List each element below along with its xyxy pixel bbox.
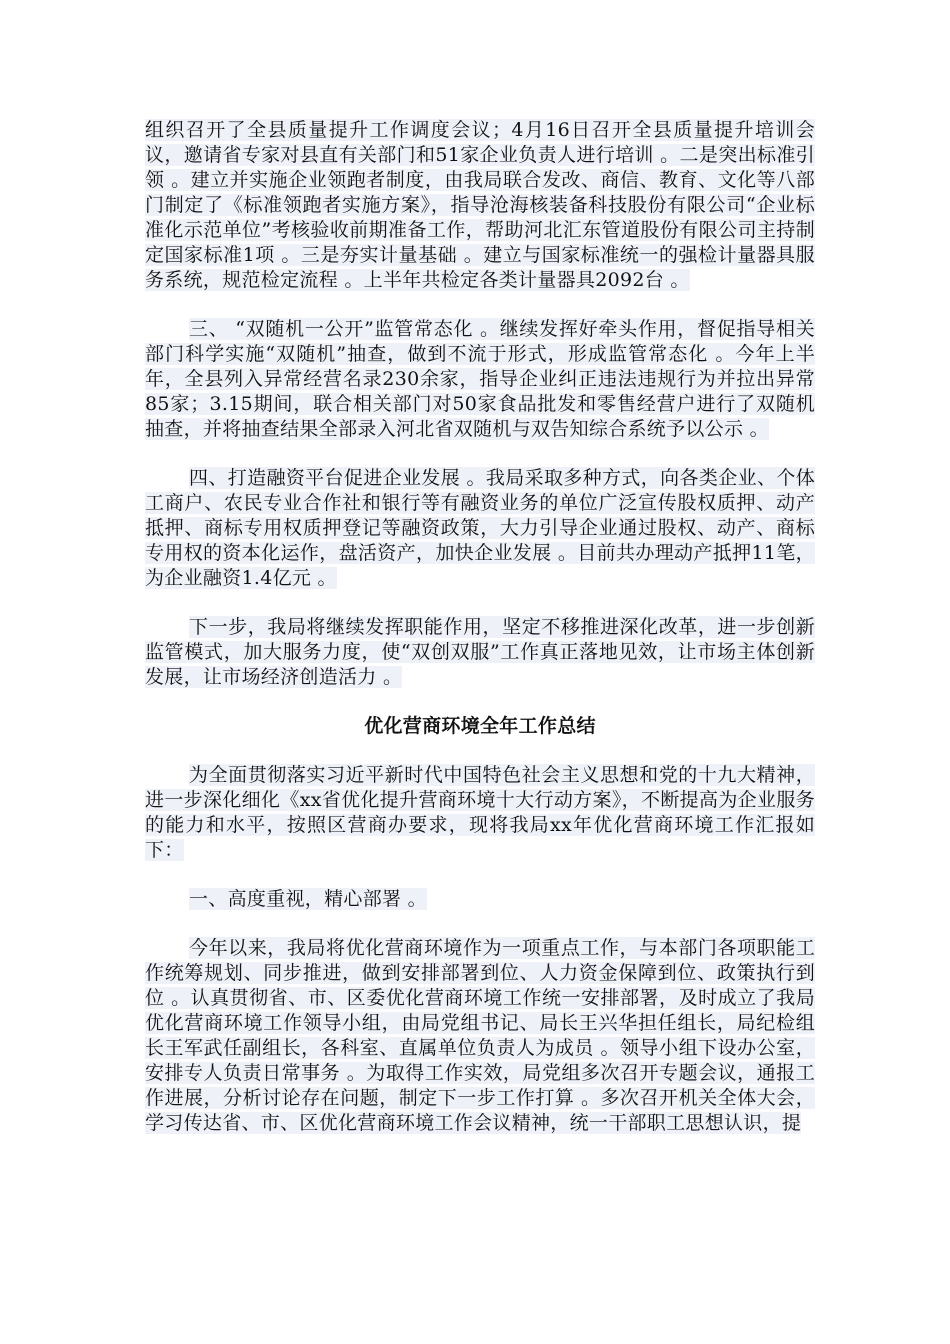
- document-page: [145, 118, 815, 1136]
- paragraph-quality-standards: [145, 118, 815, 293]
- paragraph-introduction: [145, 763, 815, 863]
- paragraph-text: 为全面贯彻落实习近平新时代中国特色社会主义思想和党的十九大精神，进一步深化细化《xx省优化提升营商环境十大行动方案》，不断提高为企业服务的能力和水平，按照区营商办要求，现将我局xx年优化营商环境工作汇报如下：: [145, 764, 815, 861]
- section-title: [145, 714, 815, 739]
- paragraph-next-steps: [145, 615, 815, 690]
- paragraph-double-random: [145, 317, 815, 442]
- paragraph-financing-platform: [145, 466, 815, 591]
- paragraph-heading-one: [145, 887, 815, 912]
- paragraph-deployment: [145, 936, 815, 1136]
- paragraph-text: 下一步，我局将继续发挥职能作用，坚定不移推进深化改革，进一步创新监管模式，加大服务力度，使“双创双服”工作真正落地见效，让市场主体创新发展，让市场经济创造活力 。: [145, 616, 815, 688]
- paragraph-text: 组织召开了全县质量提升工作调度会议；4月16日召开全县质量提升培训会议，邀请省专家对县直有关部门和51家企业负责人进行培训 。二是突出标准引领 。建立并实施企业领跑者制度，由我局联合发改、商信、教育、文化等八部门制定了《标准领跑者实施方案》，指导沧海核装备科技股份有限公司“企业标准化示范单位”考核验收前期准备工作，帮助河北汇东管道股份有限公司主持制定国家标准1项 。三是夯实计量基础 。建立与国家标准统一的强检计量器具服务系统，规范检定流程 。上半年共检定各类计量器具2092台 。: [145, 119, 815, 291]
- section-title-text: 优化营商环境全年工作总结: [364, 715, 596, 737]
- paragraph-text: 三、 “双随机一公开”监管常态化 。继续发挥好牵头作用，督促指导相关部门科学实施“双随机”抽查，做到不流于形式，形成监管常态化 。今年上半年，全县列入异常经营名录230余家，指导企业纠正违法违规行为并拉出异常85家；3.15期间，联合相关部门对50家食品批发和零售经营户进行了双随机抽查，并将抽查结果全部录入河北省双随机与双告知综合系统予以公示 。: [145, 318, 815, 440]
- paragraph-text: 一、高度重视，精心部署 。: [189, 888, 427, 910]
- paragraph-text: 四、打造融资平台促进企业发展 。我局采取多种方式，向各类企业、个体工商户、农民专业合作社和银行等有融资业务的单位广泛宣传股权质押、动产抵押、商标专用权质押登记等融资政策，大力引导企业通过股权、动产、商标专用权的资本化运作，盘活资产，加快企业发展 。目前共办理动产抵押11笔，为企业融资1.4亿元 。: [145, 467, 815, 589]
- paragraph-text: 今年以来，我局将优化营商环境作为一项重点工作，与本部门各项职能工作统筹规划、同步推进，做到安排部署到位、人力资金保障到位、政策执行到位 。认真贯彻省、市、区委优化营商环境工作统一安排部署，及时成立了我局优化营商环境工作领导小组，由局党组书记、局长王兴华担任组长，局纪检组长王军武任副组长，各科室、直属单位负责人为成员 。领导小组下设办公室，安排专人负责日常事务 。为取得工作实效，局党组多次召开专题会议，通报工作进展，分析讨论存在问题，制定下一步工作打算 。多次召开机关全体大会，学习传达省、市、区优化营商环境工作会议精神，统一干部职工思想认识，提: [145, 937, 815, 1134]
